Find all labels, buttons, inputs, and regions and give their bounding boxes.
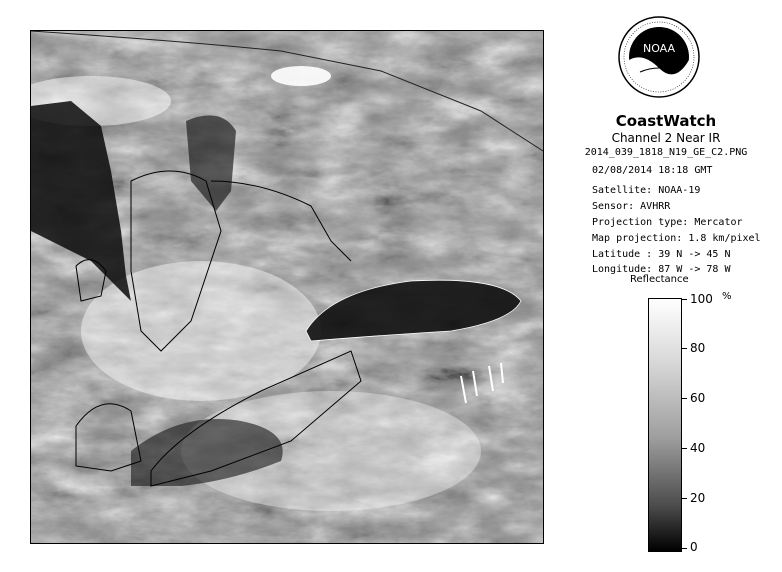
colorbar-title: Reflectance	[630, 274, 689, 285]
channel-label: Channel 2 Near IR	[611, 131, 721, 145]
colorbar-tick-label: 20	[690, 491, 706, 505]
colorbar-tick-label: 80	[690, 341, 706, 355]
colorbar-tick	[681, 548, 687, 549]
colorbar-unit: %	[722, 291, 732, 302]
colorbar-tick-label: 60	[690, 391, 706, 405]
logo-text: NOAA	[642, 42, 676, 55]
filename-label: 2014_039_1818_N19_GE_C2.PNG	[584, 147, 748, 158]
longitude-label: Longitude: 87 W -> 78 W	[592, 264, 731, 275]
colorbar-tick	[681, 398, 687, 399]
datetime-label: 02/08/2014 18:18 GMT	[592, 165, 713, 176]
colorbar-tick	[681, 348, 687, 349]
sensor-label: Sensor: AVHRR	[592, 201, 671, 212]
colorbar-tick	[681, 498, 687, 499]
colorbar-tick-label: 100	[690, 292, 713, 306]
product-title: CoastWatch	[615, 112, 717, 130]
projection-type-label: Projection type: Mercator	[592, 217, 743, 228]
latitude-label: Latitude : 39 N -> 45 N	[592, 249, 731, 260]
satellite-image	[30, 30, 544, 544]
noaa-logo	[618, 16, 700, 98]
reflectance-colorbar	[648, 298, 682, 552]
colorbar-tick-label: 40	[690, 441, 706, 455]
satellite-label: Satellite: NOAA-19	[592, 185, 701, 196]
colorbar-tick	[681, 299, 687, 300]
map-projection-label: Map projection: 1.8 km/pixel	[592, 233, 761, 244]
colorbar-tick	[681, 448, 687, 449]
colorbar-tick-label: 0	[690, 540, 698, 554]
